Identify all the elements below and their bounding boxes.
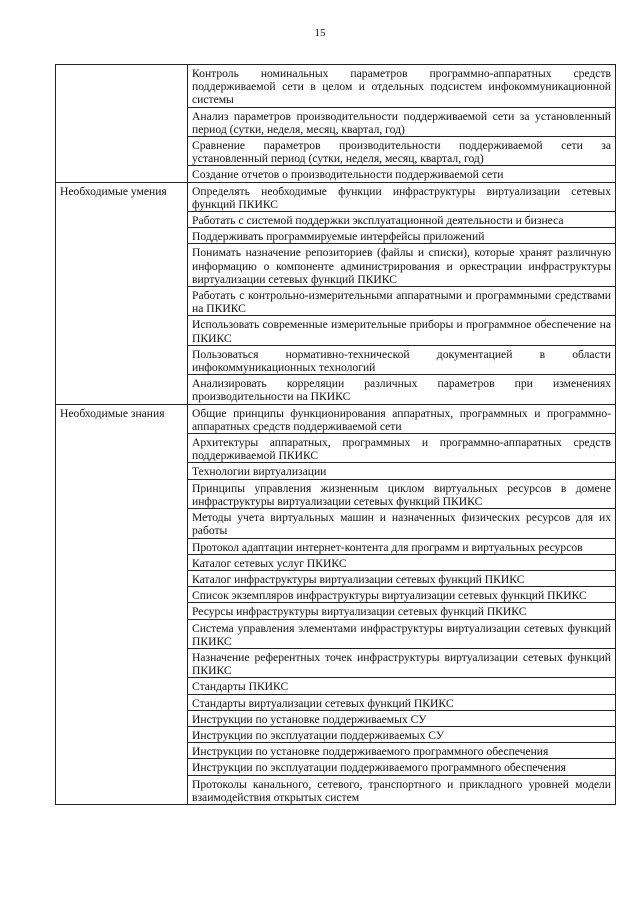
requirement-item: Технологии виртуализации [188,463,616,479]
table-row [56,182,616,211]
requirement-item: Список экземпляров инфраструктуры виртуализации сетевых функций ПКИКС [188,587,616,603]
page-number: 15 [314,27,326,39]
requirements-table [55,64,616,805]
requirement-item: Понимать назначение репозиториев (файлы и списки), которые хранят различную информацию о компоненте администрирования и оркестрации инфраструктуры виртуализации сетевых функций ПКИКС [188,244,616,287]
requirement-item: Инструкции по установке поддерживаемого программного обеспечения [188,743,616,759]
requirement-item: Работать с контрольно-измерительными аппаратными и программными средствами на ПКИКС [188,287,616,316]
requirement-item: Каталог инфраструктуры виртуализации сетевых функций ПКИКС [188,570,616,586]
requirement-item: Инструкции по установке поддерживаемых СУ [188,710,616,726]
requirement-item: Поддерживать программируемые интерфейсы приложений [188,228,616,244]
requirement-item: Анализировать корреляции различных параметров при изменениях производительности на ПКИКС [188,375,616,404]
requirement-item: Каталог сетевых услуг ПКИКС [188,554,616,570]
requirement-item: Создание отчетов о производительности поддерживаемой сети [188,166,616,182]
table-row [56,404,616,433]
requirement-item: Система управления элементами инфраструктуры виртуализации сетевых функций ПКИКС [188,619,616,648]
requirement-item: Назначение референтных точек инфраструктуры виртуализации сетевых функций ПКИКС [188,648,616,677]
requirement-item: Работать с системой поддержки эксплуатационной деятельности и бизнеса [188,212,616,228]
requirement-item: Протокол адаптации интернет-контента для программ и виртуальных ресурсов [188,538,616,554]
table-row [56,65,616,108]
section-label: Необходимые умения [56,182,188,404]
requirement-item: Сравнение параметров производительности поддерживаемой сети за установленный период (сутки, неделя, месяц, квартал, год) [188,137,616,166]
requirement-item: Протоколы канального, сетевого, транспортного и прикладного уровней модели взаимодействия открытых систем [188,775,616,804]
section-label: Необходимые знания [56,404,188,804]
requirement-item: Пользоваться нормативно-технической документацией в области инфокоммуникационных технологий [188,345,616,374]
requirement-item: Определять необходимые функции инфраструктуры виртуализации сетевых функций ПКИКС [188,182,616,211]
requirement-item: Общие принципы функционирования аппаратных, программных и программно-аппаратных средств поддерживаемой сети [188,404,616,433]
requirement-item: Использовать современные измерительные приборы и программное обеспечение на ПКИКС [188,316,616,345]
requirement-item: Стандарты ПКИКС [188,678,616,694]
requirement-item: Инструкции по эксплуатации поддерживаемых СУ [188,726,616,742]
requirement-item: Контроль номинальных параметров программно-аппаратных средств поддерживаемой сети в целом и отдельных подсистем инфокоммуникационной системы [188,65,616,108]
requirement-item: Анализ параметров производительности поддерживаемой сети за установленный период (сутки, неделя, месяц, квартал, год) [188,107,616,136]
requirement-item: Стандарты виртуализации сетевых функций ПКИКС [188,694,616,710]
requirement-item: Принципы управления жизненным циклом виртуальных ресурсов в домене инфраструктуры виртуализации сетевых функций ПКИКС [188,479,616,508]
requirement-item: Инструкции по эксплуатации поддерживаемого программного обеспечения [188,759,616,775]
requirement-item: Архитектуры аппаратных, программных и программно-аппаратных средств поддерживаемой ПКИКС [188,434,616,463]
requirement-item: Методы учета виртуальных машин и назначенных физических ресурсов для их работы [188,509,616,538]
requirement-item: Ресурсы инфраструктуры виртуализации сетевых функций ПКИКС [188,603,616,619]
section-label [56,65,188,183]
